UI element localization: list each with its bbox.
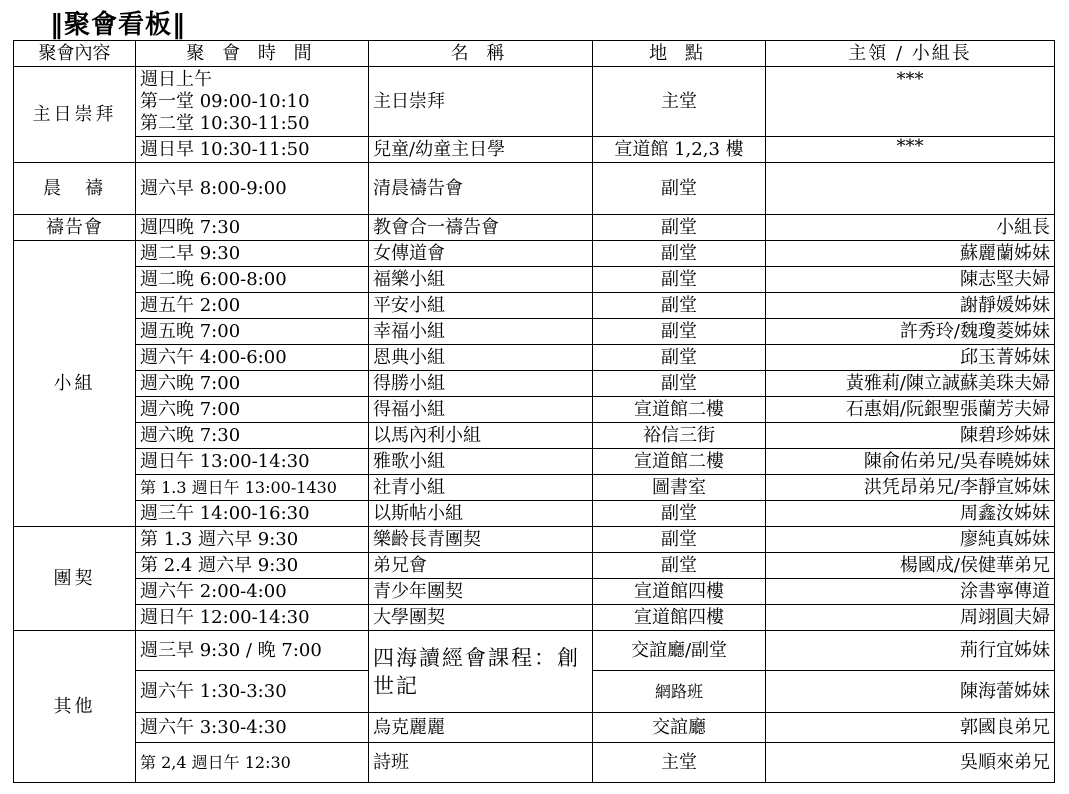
header-leader: 主領 / 小組長 [766, 41, 1055, 67]
location-cell: 交誼廳 [593, 713, 766, 743]
location-cell: 宣道館二樓 [593, 449, 766, 475]
location-cell: 網路班 [593, 671, 766, 713]
time-cell: 週六晚 7:30 [136, 423, 369, 449]
name-cell: 平安小組 [369, 293, 593, 319]
name-cell: 福樂小組 [369, 267, 593, 293]
leader-cell: 小組長 [766, 215, 1055, 241]
table-row [14, 345, 1055, 371]
location-cell: 副堂 [593, 293, 766, 319]
meeting-schedule-table [13, 40, 1055, 783]
location-cell: 副堂 [593, 501, 766, 527]
leader-cell: 陳碧珍姊妹 [766, 423, 1055, 449]
leader-cell: 洪凭昂弟兄/李靜宣姊妹 [766, 475, 1055, 501]
time-cell: 週日午 12:00-14:30 [136, 605, 369, 631]
page-title: ‖聚會看板‖ [50, 10, 187, 40]
name-cell: 詩班 [369, 743, 593, 783]
leader-cell: 陳俞佑弟兄/吳春曉姊妹 [766, 449, 1055, 475]
name-cell: 教會合一禱告會 [369, 215, 593, 241]
table-row [14, 553, 1055, 579]
leader-cell: *** [766, 67, 1055, 137]
time-cell: 週三早 9:30 / 晚 7:00 [136, 631, 369, 671]
leader-cell: 楊國成/侯健華弟兄 [766, 553, 1055, 579]
time-cell: 週六早 8:00-9:00 [136, 163, 369, 215]
location-cell: 副堂 [593, 553, 766, 579]
name-cell: 雅歌小組 [369, 449, 593, 475]
leader-cell: 周翊圓夫婦 [766, 605, 1055, 631]
time-cell: 週二晚 6:00-8:00 [136, 267, 369, 293]
leader-cell: 郭國良弟兄 [766, 713, 1055, 743]
time-cell: 週二早 9:30 [136, 241, 369, 267]
table-row [14, 67, 1055, 137]
name-cell: 青少年團契 [369, 579, 593, 605]
location-cell: 宣道館四樓 [593, 605, 766, 631]
name-cell: 弟兄會 [369, 553, 593, 579]
category-cell: 其他 [14, 631, 136, 783]
leader-cell: 陳志堅夫婦 [766, 267, 1055, 293]
header-category: 聚會內容 [14, 41, 136, 67]
leader-cell: 涂書寧傳道 [766, 579, 1055, 605]
category-cell: 小組 [14, 241, 136, 527]
time-cell: 週六午 2:00-4:00 [136, 579, 369, 605]
time-line: 週日上午 [140, 68, 212, 90]
time-cell: 週日早 10:30-11:50 [136, 137, 369, 163]
location-cell: 主堂 [593, 67, 766, 137]
location-cell: 圖書室 [593, 475, 766, 501]
location-cell: 副堂 [593, 527, 766, 553]
table-row [14, 605, 1055, 631]
leader-cell: 周鑫汝姊妹 [766, 501, 1055, 527]
name-cell: 以馬內利小組 [369, 423, 593, 449]
name-cell: 女傳道會 [369, 241, 593, 267]
category-cell: 團契 [14, 527, 136, 631]
location-cell: 裕信三街 [593, 423, 766, 449]
table-row [14, 215, 1055, 241]
name-cell: 恩典小組 [369, 345, 593, 371]
name-cell: 兒童/幼童主日學 [369, 137, 593, 163]
header-row [14, 41, 1055, 67]
location-cell: 副堂 [593, 215, 766, 241]
time-cell: 週六晚 7:00 [136, 371, 369, 397]
table-row [14, 501, 1055, 527]
table-row [14, 713, 1055, 743]
table-row [14, 423, 1055, 449]
table-row [14, 527, 1055, 553]
table-row [14, 267, 1055, 293]
location-cell: 交誼廳/副堂 [593, 631, 766, 671]
name-cell: 得福小組 [369, 397, 593, 423]
name-cell: 四海讀經會課程：創世記 [369, 631, 593, 713]
time-line: 第一堂 09:00-10:10 [140, 90, 310, 112]
leader-cell: 蘇麗蘭姊妹 [766, 241, 1055, 267]
name-cell: 烏克麗麗 [369, 713, 593, 743]
category-cell: 主日崇拜 [14, 67, 136, 163]
location-cell: 宣道館四樓 [593, 579, 766, 605]
name-cell: 大學團契 [369, 605, 593, 631]
header-name: 名 稱 [369, 41, 593, 67]
time-cell: 第 1.3 週六早 9:30 [136, 527, 369, 553]
header-location: 地 點 [593, 41, 766, 67]
name-cell: 得勝小組 [369, 371, 593, 397]
location-cell: 副堂 [593, 241, 766, 267]
name-cell: 幸福小組 [369, 319, 593, 345]
table-row [14, 137, 1055, 163]
name-cell: 以斯帖小組 [369, 501, 593, 527]
location-cell: 副堂 [593, 319, 766, 345]
time-cell: 第 2,4 週日午 12:30 [136, 743, 369, 783]
leader-cell: 石惠娟/阮銀聖張蘭芳夫婦 [766, 397, 1055, 423]
name-cell: 主日崇拜 [369, 67, 593, 137]
location-cell: 主堂 [593, 743, 766, 783]
time-cell: 週六午 1:30-3:30 [136, 671, 369, 713]
location-cell: 副堂 [593, 371, 766, 397]
leader-cell: 荊行宜姊妹 [766, 631, 1055, 671]
location-cell: 副堂 [593, 345, 766, 371]
table-row [14, 163, 1055, 215]
time-cell: 第 1.3 週日午 13:00-1430 [136, 475, 369, 501]
leader-cell: 吳順來弟兄 [766, 743, 1055, 783]
leader-cell: 廖純真姊妹 [766, 527, 1055, 553]
table-row [14, 397, 1055, 423]
leader-cell: *** [766, 137, 1055, 163]
time-cell: 週五午 2:00 [136, 293, 369, 319]
table-row [14, 475, 1055, 501]
time-cell: 週日午 13:00-14:30 [136, 449, 369, 475]
leader-cell: 謝靜媛姊妹 [766, 293, 1055, 319]
leader-cell: 許秀玲/魏瓊菱姊妹 [766, 319, 1055, 345]
leader-cell: 邱玉菁姊妹 [766, 345, 1055, 371]
leader-cell [766, 163, 1055, 215]
table-row [14, 371, 1055, 397]
time-cell: 週六午 3:30-4:30 [136, 713, 369, 743]
time-cell: 週六晚 7:00 [136, 397, 369, 423]
leader-cell: 陳海蕾姊妹 [766, 671, 1055, 713]
header-time: 聚 會 時 間 [136, 41, 369, 67]
name-cell: 社青小組 [369, 475, 593, 501]
time-cell: 週五晚 7:00 [136, 319, 369, 345]
leader-cell: 黃雅莉/陳立誠蘇美珠夫婦 [766, 371, 1055, 397]
time-line: 第二堂 10:30-11:50 [140, 112, 310, 134]
category-cell: 晨 禱 [14, 163, 136, 215]
location-cell: 副堂 [593, 163, 766, 215]
location-cell: 宣道館 1,2,3 樓 [593, 137, 766, 163]
table-row [14, 241, 1055, 267]
table-row [14, 579, 1055, 605]
category-cell: 禱告會 [14, 215, 136, 241]
location-cell: 宣道館二樓 [593, 397, 766, 423]
time-cell: 第 2.4 週六早 9:30 [136, 553, 369, 579]
name-cell: 樂齡長青團契 [369, 527, 593, 553]
table-row [14, 743, 1055, 783]
table-row [14, 319, 1055, 345]
time-cell [136, 67, 369, 137]
table-row [14, 449, 1055, 475]
time-cell: 週六午 4:00-6:00 [136, 345, 369, 371]
location-cell: 副堂 [593, 267, 766, 293]
time-cell: 週三午 14:00-16:30 [136, 501, 369, 527]
name-cell: 清晨禱告會 [369, 163, 593, 215]
time-cell: 週四晚 7:30 [136, 215, 369, 241]
table-row [14, 631, 1055, 671]
table-row [14, 293, 1055, 319]
